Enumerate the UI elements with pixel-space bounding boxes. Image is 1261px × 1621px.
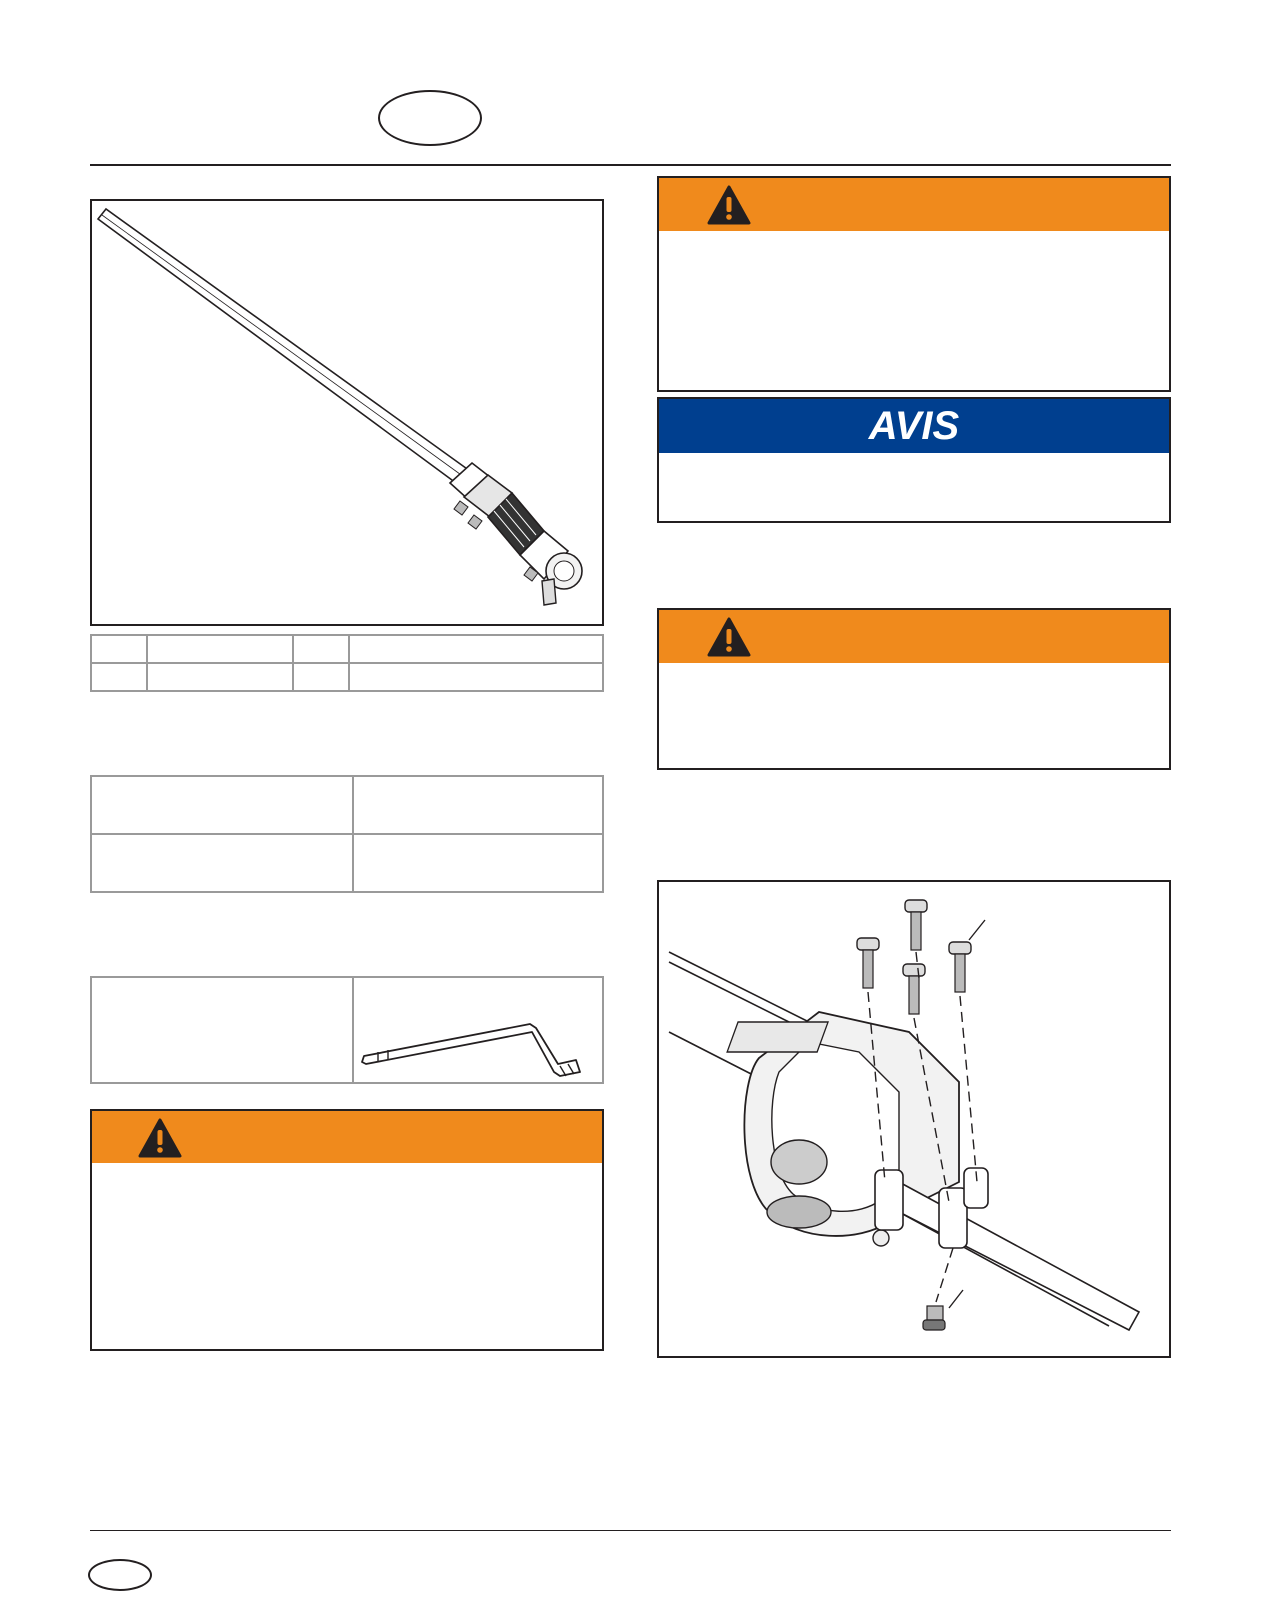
warning-band (92, 1111, 602, 1163)
table-cell (91, 834, 353, 892)
table-row (91, 663, 603, 691)
warning-box-right-middle (657, 608, 1171, 770)
screw-icon (949, 942, 971, 992)
table-cell (349, 635, 603, 663)
screw-icon (857, 938, 879, 988)
table-row (91, 776, 603, 834)
footer-rule (90, 1530, 1171, 1531)
language-oval-footer (88, 1559, 152, 1591)
hex-key-icon (354, 980, 602, 1080)
table-cell (91, 635, 147, 663)
parts-table (90, 634, 604, 692)
table-cell (349, 663, 603, 691)
table-cell (147, 635, 293, 663)
table-cell (353, 834, 603, 892)
table-cell (353, 977, 603, 1083)
screw-icon (905, 900, 927, 950)
table-cell (91, 663, 147, 691)
warning-band (659, 610, 1169, 663)
extension-shaft-illustration (92, 201, 602, 624)
table-cell (353, 776, 603, 834)
warning-box-right-top (657, 176, 1171, 392)
warning-triangle-icon (138, 1118, 182, 1158)
clamp-assembly-illustration (659, 882, 1169, 1356)
set-screw-icon (923, 1306, 945, 1330)
spec-table (90, 775, 604, 893)
table-row (91, 834, 603, 892)
table-cell (147, 663, 293, 691)
table-cell (91, 977, 353, 1083)
screw-icon (903, 964, 925, 1014)
shaft-figure (90, 199, 604, 626)
header-rule (90, 164, 1171, 166)
language-oval-header (378, 90, 482, 146)
assembly-figure (657, 880, 1171, 1358)
notice-title: AVIS (868, 404, 960, 448)
notice-box (657, 397, 1171, 523)
table-cell (293, 635, 349, 663)
table-cell (91, 776, 353, 834)
warning-box-left (90, 1109, 604, 1351)
warning-band (659, 178, 1169, 231)
table-row (91, 977, 603, 1083)
table-cell (293, 663, 349, 691)
table-row (91, 635, 603, 663)
tool-table (90, 976, 604, 1084)
warning-triangle-icon (707, 617, 751, 657)
warning-triangle-icon (707, 185, 751, 225)
notice-band (659, 399, 1169, 453)
